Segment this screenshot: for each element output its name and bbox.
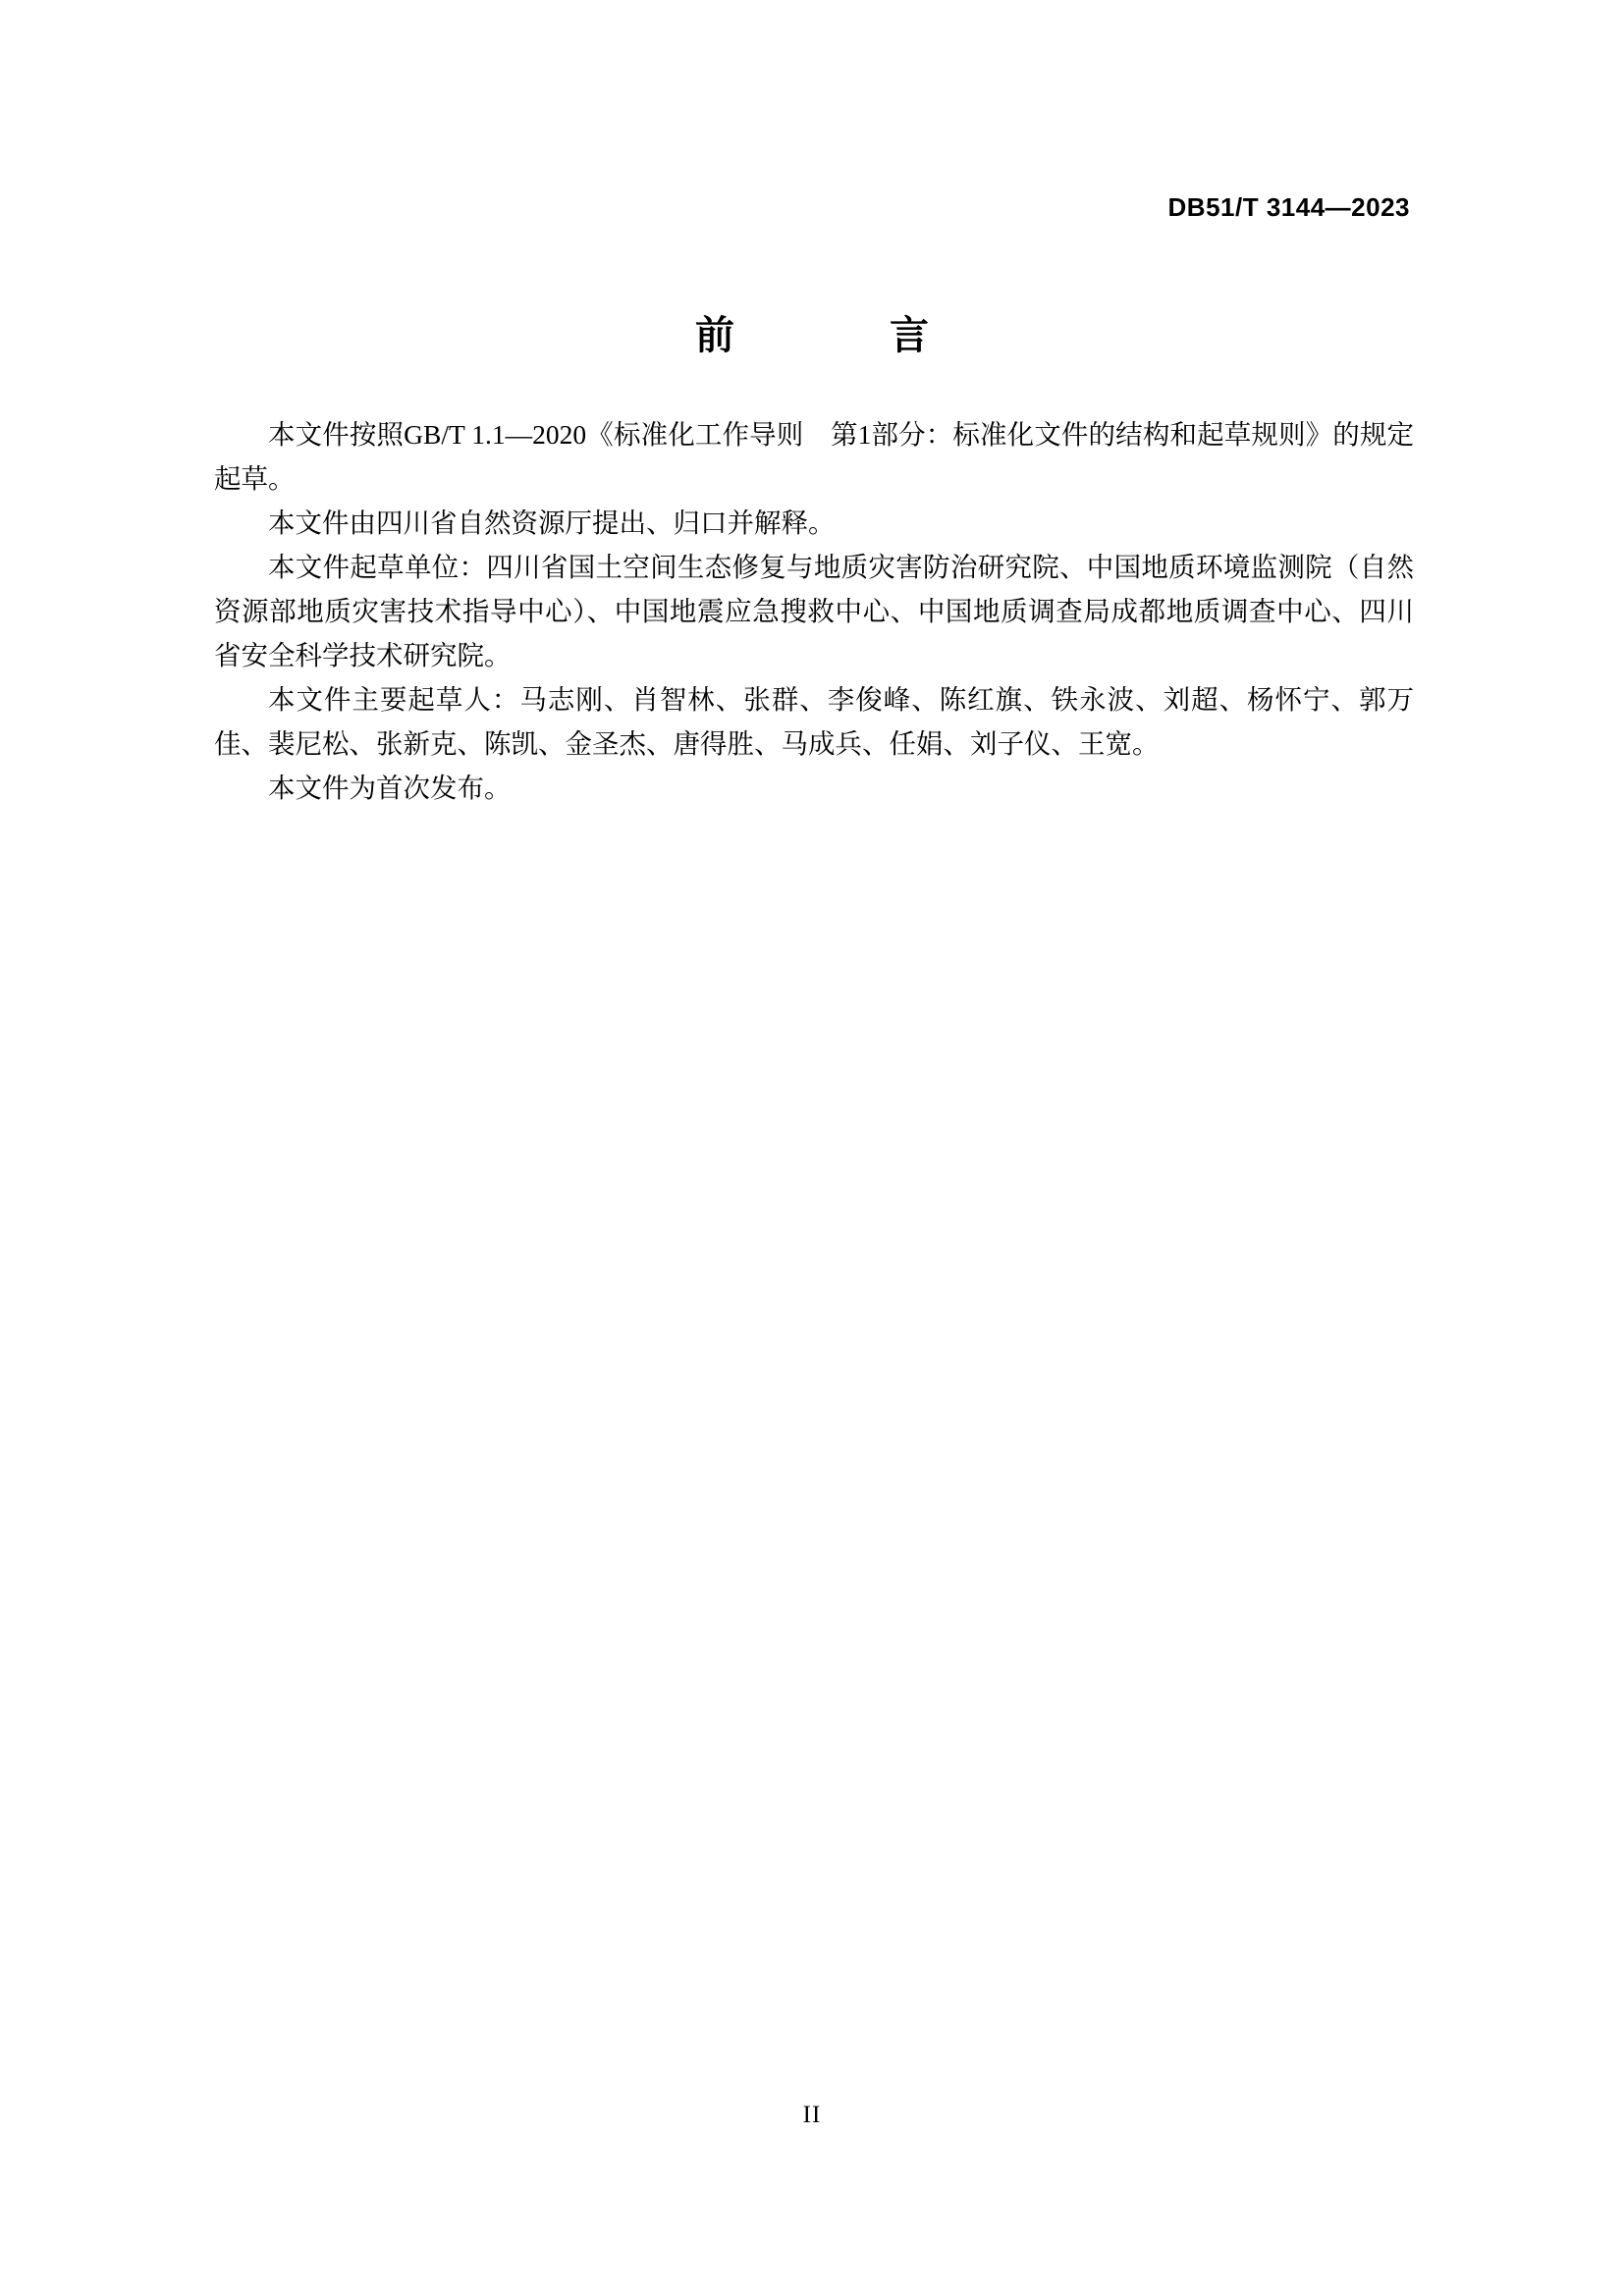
foreword-paragraph-5: 本文件为首次发布。: [268, 773, 512, 803]
foreword-paragraph-2: 本文件由四川省自然资源厅提出、归口并解释。: [268, 507, 836, 538]
page-title: 前 言: [695, 314, 954, 357]
foreword-paragraph-3: 本文件起草单位：四川省国土空间生态修复与地质灾害防治研究院、中国地质环境监测院（自然资源部地质灾害技术指导中心）、中国地震应急搜救中心、中国地质调查局成都地质调查中心、四川省安全科学技术研究院。: [214, 552, 1414, 670]
page-footer: [0, 2102, 1624, 2129]
foreword-paragraph-1: 本文件按照GB/T 1.1—2020《标准化工作导则 第1部分：标准化文件的结构和起草规则》的规定起草。: [214, 419, 1414, 494]
foreword-body: [214, 412, 1414, 810]
page-header: [214, 192, 1410, 232]
foreword-paragraph-4: 本文件主要起草人：马志刚、肖智林、张群、李俊峰、陈红旗、铁永波、刘超、杨怀宁、郭万佳、裴尼松、张新克、陈凯、金圣杰、唐得胜、马成兵、任娟、刘子仪、王宽。: [214, 684, 1414, 759]
page-number: II: [802, 2102, 822, 2128]
standard-number: DB51/T 3144—2023: [1167, 192, 1410, 222]
